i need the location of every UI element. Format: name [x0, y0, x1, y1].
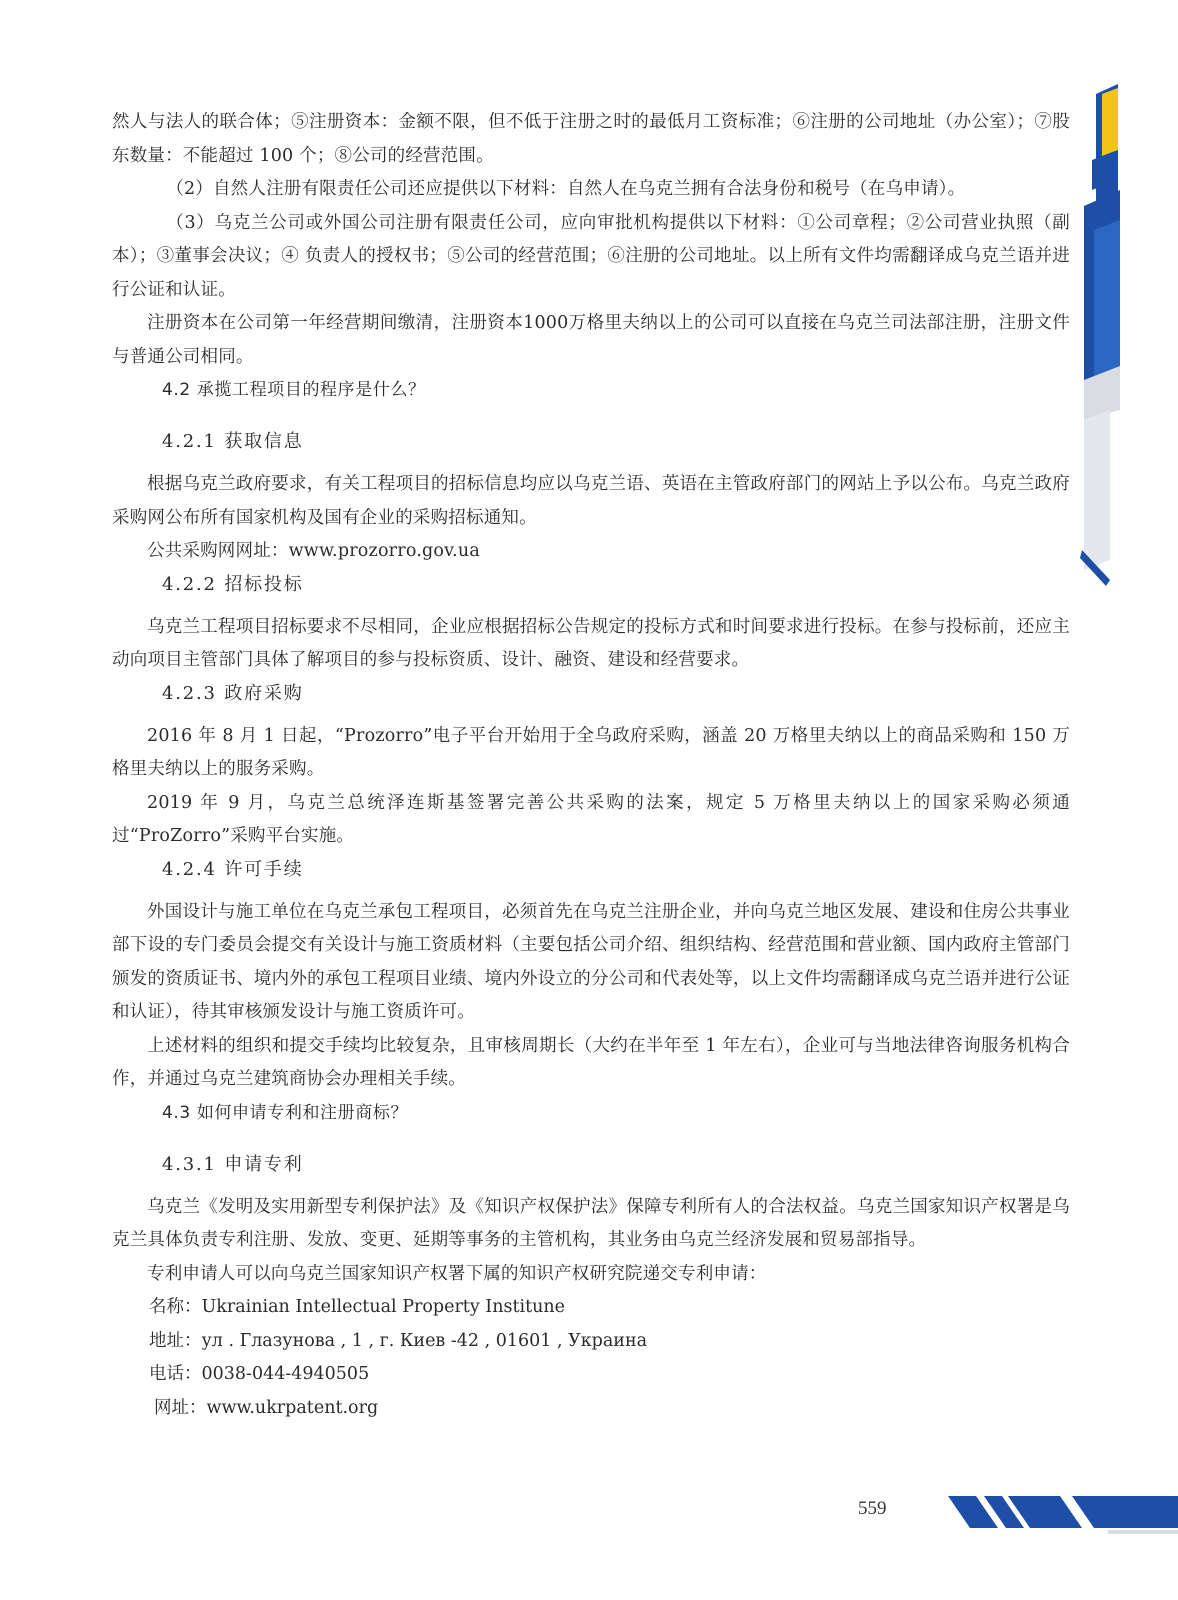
- side-decoration: [1080, 80, 1170, 600]
- paragraph: （2）自然人注册有限责任公司还应提供以下材料：自然人在乌克兰拥有合法身份和税号（在乌申请）。: [166, 179, 966, 199]
- contact-address: 地址：ул . Глазунова , 1 , г. Киев -42 , 01601 , Украина: [149, 1330, 648, 1351]
- paragraph: 乌克兰《发明及实用新型专利保护法》及《知识产权保护法》保障专利所有人的合法权益。乌克兰国家知识产权署是乌克兰具体负责专利注册、发放、变更、延期等事务的主管机构，其业务由乌克兰经济发展和贸易部指导。: [112, 1196, 1070, 1250]
- paragraph: 2016 年 8 月 1 日起，“Prozorro”电子平台开始用于全乌政府采购，涵盖 20 万格里夫纳以上的商品采购和 150 万格里夫纳以上的服务采购。: [112, 725, 1070, 779]
- paragraph: 然人与法人的联合体；⑤注册资本：金额不限，但不低于注册之时的最低月工资标准；⑥注册的公司地址（办公室）；⑦股东数量：不能超过 100 个；⑧公司的经营范围。: [112, 112, 1070, 166]
- subsection-heading-4-2-3: 4.2.3 政府采购: [162, 682, 304, 704]
- paragraph: （3）乌克兰公司或外国公司注册有限责任公司，应向审批机构提供以下材料：①公司章程；②公司营业执照（副本）；③董事会决议；④ 负责人的授权书；⑤公司的经营范围；⑥注册的公司地址。以上所有文件均需翻译成乌克兰语并进行公证和认证。: [112, 212, 1070, 300]
- paragraph: 注册资本在公司第一年经营期间缴清，注册资本1000万格里夫纳以上的公司可以直接在乌克兰司法部注册，注册文件与普通公司相同。: [112, 313, 1070, 367]
- subsection-heading-4-3-1: 4.3.1 申请专利: [162, 1153, 304, 1175]
- page-content: [112, 106, 1070, 1425]
- paragraph: 根据乌克兰政府要求，有关工程项目的招标信息均应以乌克兰语、英语在主管政府部门的网站上予以公布。乌克兰政府采购网公布所有国家机构及国有企业的采购招标通知。: [112, 474, 1070, 528]
- paragraph: 乌克兰工程项目招标要求不尽相同，企业应根据招标公告规定的投标方式和时间要求进行投标。在参与投标前，还应主动向项目主管部门具体了解项目的参与投标资质、设计、融资、建设和经营要求。: [112, 616, 1070, 670]
- paragraph: 专利申请人可以向乌克兰国家知识产权署下属的知识产权研究院递交专利申请：: [147, 1263, 767, 1284]
- subsection-heading-4-2-2: 4.2.2 招标投标: [162, 573, 304, 595]
- section-heading-4-2: 4.2 承揽工程项目的程序是什么？: [162, 380, 426, 400]
- paragraph: 外国设计与施工单位在乌克兰承包工程项目，必须首先在乌克兰注册企业，并向乌克兰地区发展、建设和住房公共事业部下设的专门委员会提交有关设计与施工资质材料（主要包括公司介绍、组织结构、经营范围和营业额、国内政府主管部门颁发的资质证书、境内外的承包工程项目业绩、境内外设立的分公司和代表处等，以上文件均需翻译成乌克兰语并进行公证和认证），待其审核颁发设计与施工资质许可。: [112, 901, 1070, 1022]
- footer-decoration: [938, 1490, 1178, 1540]
- paragraph: 2019 年 9 月，乌克兰总统泽连斯基签署完善公共采购的法案，规定 5 万格里夫纳以上的国家采购必须通过“ProZorro”采购平台实施。: [112, 792, 1070, 846]
- paragraph: 上述材料的组织和提交手续均比较复杂，且审核周期长（大约在半年至 1 年左右），企业可与当地法律咨询服务机构合作，并通过乌克兰建筑商协会办理相关手续。: [112, 1035, 1070, 1089]
- contact-name: 名称：Ukrainian Intellectual Property Institune: [149, 1297, 566, 1317]
- paragraph: 公共采购网网址：www.prozorro.gov.ua: [147, 541, 481, 561]
- page-number: 559: [858, 1498, 887, 1519]
- contact-phone: 电话：0038-044-4940505: [149, 1364, 370, 1384]
- contact-website: 网址：www.ukrpatent.org: [154, 1397, 379, 1418]
- section-heading-4-3: 4.3 如何申请专利和注册商标？: [162, 1102, 409, 1123]
- subsection-heading-4-2-1: 4.2.1 获取信息: [162, 431, 304, 452]
- subsection-heading-4-2-4: 4.2.4 许可手续: [162, 858, 304, 880]
